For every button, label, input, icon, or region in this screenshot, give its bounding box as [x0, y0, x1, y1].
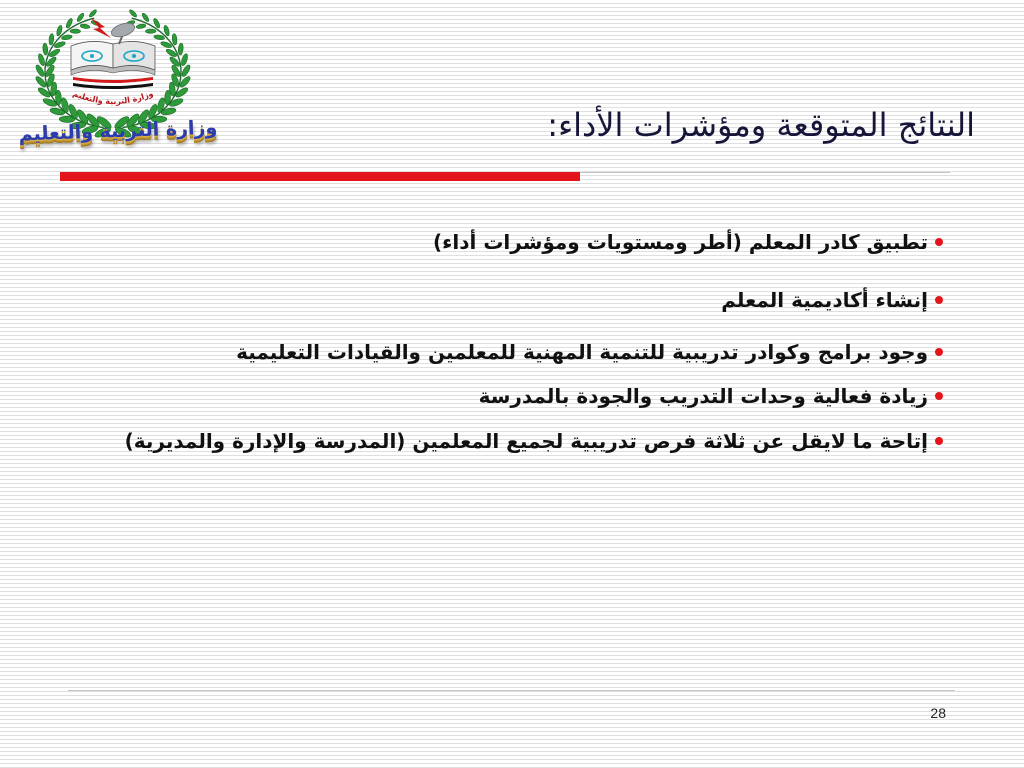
bullet-icon: [928, 286, 950, 314]
title-divider-line: [580, 172, 950, 173]
laurel-leaf: [128, 9, 137, 18]
slide-title: النتائج المتوقعة ومؤشرات الأداء:: [547, 106, 975, 144]
laurel-leaf: [168, 97, 184, 108]
torch-icon: [110, 21, 137, 44]
laurel-leaf: [49, 33, 55, 45]
svg-text:وزارة التربية والتعليم: [72, 89, 155, 106]
bullet-item: [40, 338, 950, 366]
laurel-leaf: [178, 43, 184, 55]
laurel-leaf: [80, 23, 90, 29]
book-emblem: [71, 41, 155, 75]
laurel-leaf: [180, 53, 189, 66]
bullet-text: إتاحة ما لايقل عن ثلاثة فرص تدريبية لجميع المعلمين (المدرسة والإدارة والمديرية): [124, 429, 928, 453]
bullet-icon: [928, 382, 950, 410]
laurel-leaf: [88, 9, 97, 18]
logo-ribbon-text: وزارة التربية والتعليم: [71, 88, 155, 107]
bullet-icon: [928, 427, 950, 455]
laurel-leaf: [172, 33, 178, 45]
title-underline-bar: [60, 172, 580, 181]
laurel-leaf: [70, 29, 80, 33]
bullet-item: [40, 382, 950, 410]
footer-divider: [68, 690, 955, 691]
laurel-leaf: [145, 29, 155, 33]
page-number: 28: [930, 705, 946, 721]
logo-caption: وزارة التربية والتعليم: [18, 116, 218, 146]
laurel-leaf: [42, 97, 58, 108]
bullet-item: [40, 286, 950, 314]
bullet-item: [40, 228, 950, 256]
laurel-leaf: [37, 53, 46, 66]
bullet-text: زيادة فعالية وحدات التدريب والجودة بالمدرسة: [478, 384, 928, 408]
bullet-icon: [928, 228, 950, 256]
laurel-leaf: [42, 43, 48, 55]
bullet-item: [40, 427, 950, 455]
bullet-text: إنشاء أكاديمية المعلم: [721, 288, 928, 312]
lightning-icon: [91, 18, 111, 38]
laurel-leaf: [34, 64, 45, 78]
bullet-icon: [928, 338, 950, 366]
bullet-text: وجود برامج وكوادر تدريبية للتنمية المهنية للمعلمين والقيادات التعليمية: [236, 340, 928, 364]
bullet-text: تطبيق كادر المعلم (أطر ومستويات ومؤشرات أداء): [433, 230, 928, 254]
laurel-leaf: [180, 64, 191, 78]
flag-banner: [73, 77, 153, 89]
laurel-leaf: [136, 23, 146, 29]
